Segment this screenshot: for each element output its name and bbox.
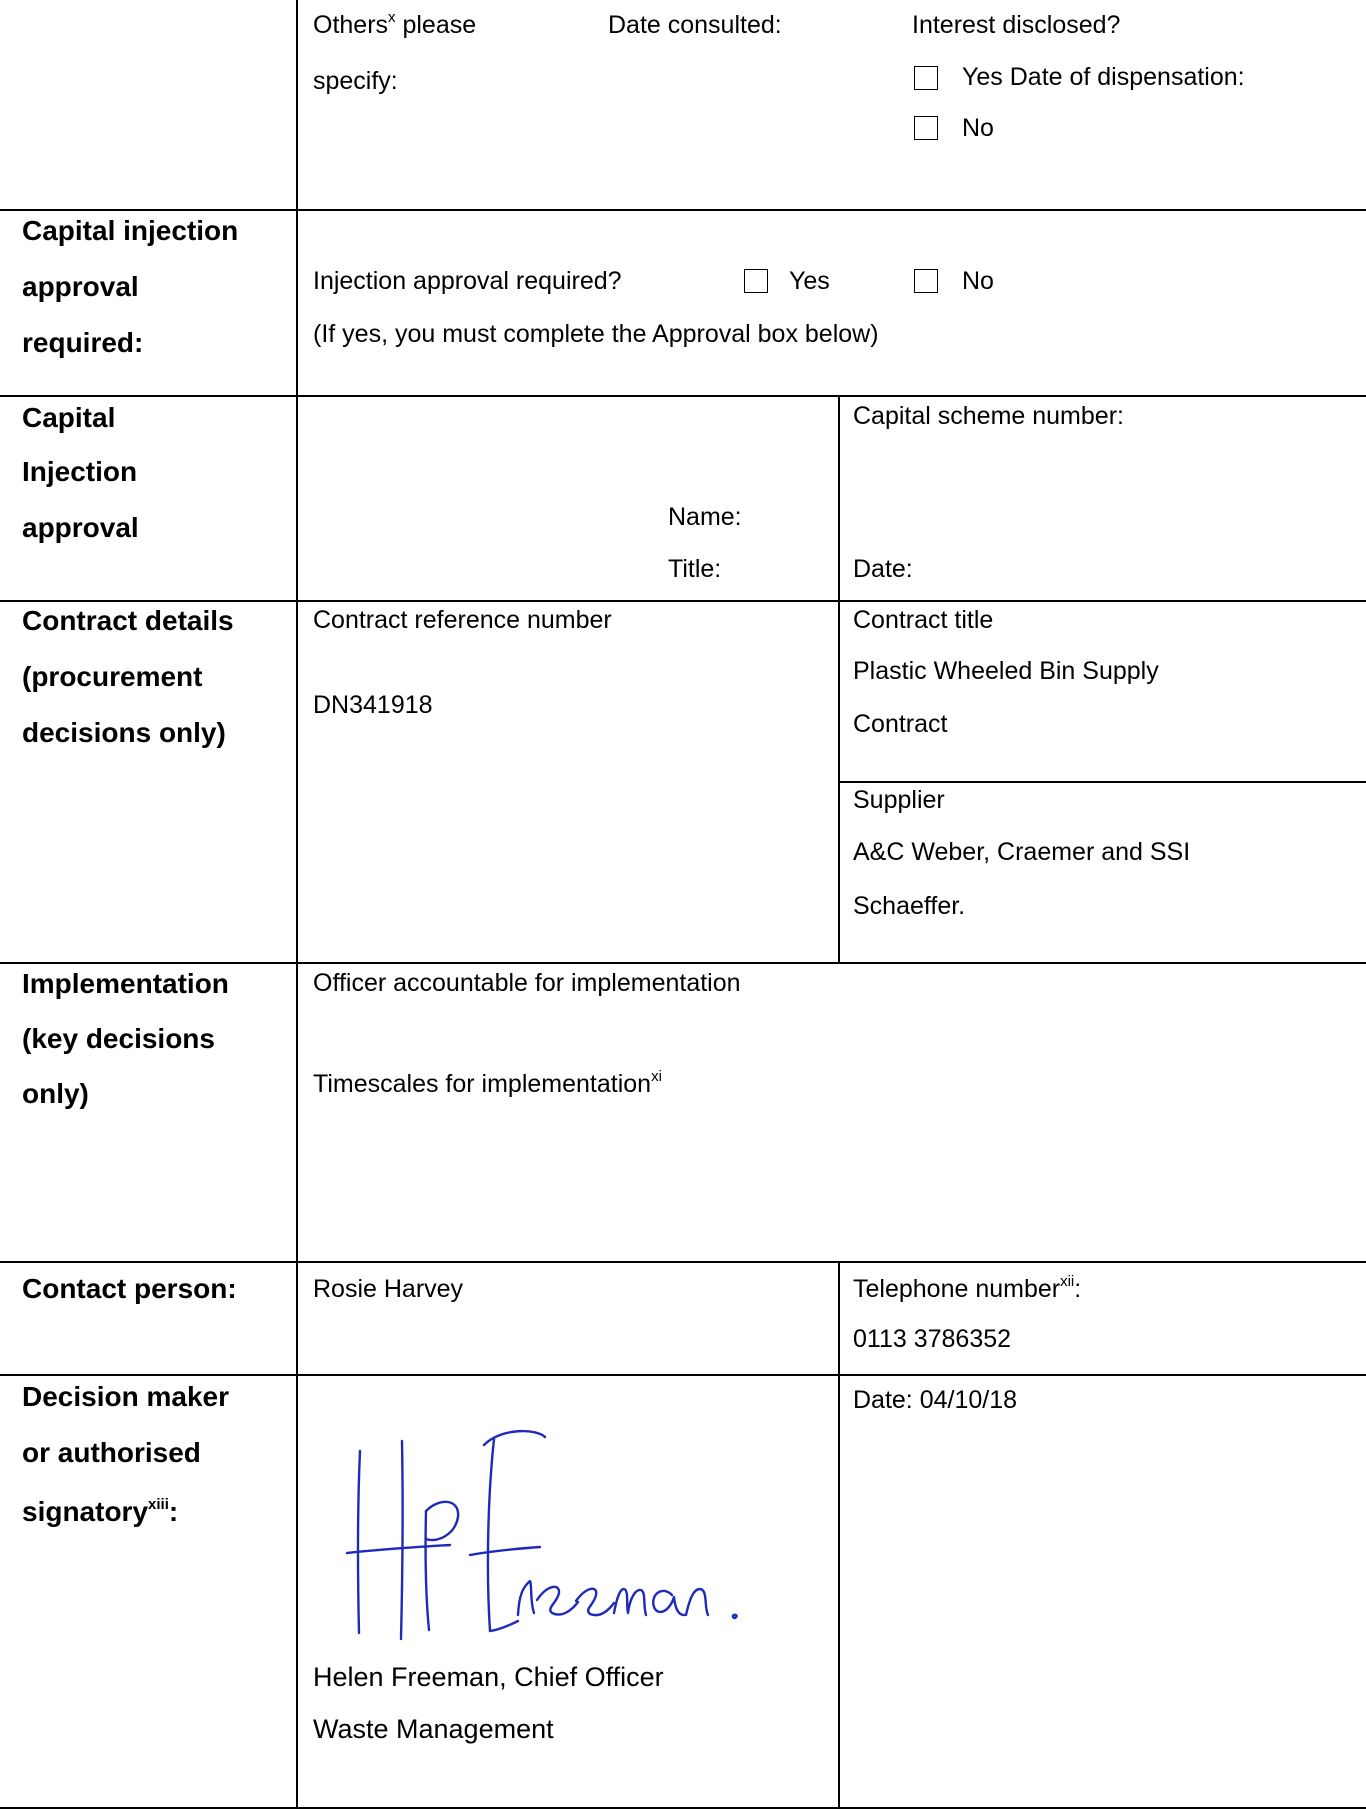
contact-person-name: Rosie Harvey [313,1275,464,1303]
injection-no-label: No [962,267,994,295]
approval-label-3: approval [22,512,139,543]
interest-disclosed-label: Interest disclosed? [912,11,1121,39]
supplier-value-2: Schaeffer. [853,892,966,920]
rule-col1 [296,0,298,1809]
decision-maker-label-2: or authorised [22,1437,201,1468]
approval-date-label: Date: [853,555,913,583]
rule-row2-bottom [0,395,1366,397]
yes-dispensation-label: Yes Date of dispensation: [962,63,1245,91]
injection-required-label-2: approval [22,271,139,302]
injection-question: Injection approval required? [313,267,622,295]
rule-row3-bottom [0,600,1366,602]
others-label-line2: specify: [313,67,398,95]
rule-contract-split [838,781,1366,783]
approval-name-label: Name: [668,503,742,531]
contract-title-value-2: Contract [853,710,948,738]
yes-dispensation-checkbox[interactable] [914,66,938,90]
rule-row1-bottom [0,209,1366,211]
timescales-label: Timescales for implementation$^{xi}$ [313,1067,662,1098]
rule-row6-bottom [0,1374,1366,1376]
injection-required-label-3: required: [22,327,144,358]
decision-date: Date: 04/10/18 [853,1386,1018,1414]
telephone-label: Telephone number$^{xii}$: [853,1272,1082,1303]
capital-scheme-number-label: Capital scheme number: [853,402,1124,430]
decision-maker-label-1: Decision maker [22,1381,229,1412]
contract-label-3: decisions only) [22,717,226,748]
injection-no-checkbox[interactable] [914,269,938,293]
implementation-label-2: (key decisions [22,1023,215,1054]
supplier-value-1: A&C Weber, Craemer and SSI [853,838,1191,866]
contract-ref-label: Contract reference number [313,606,612,634]
interest-no-checkbox[interactable] [914,116,938,140]
approval-title-label: Title: [668,555,722,583]
rule-col2-b [838,1261,840,1809]
rule-row5-bottom [0,1261,1366,1263]
signer-name-line-2: Waste Management [313,1714,554,1744]
date-consulted-label: Date consulted: [608,11,782,39]
contract-title-value-1: Plastic Wheeled Bin Supply [853,657,1159,685]
interest-no-label: No [962,114,994,142]
approval-label-2: Injection [22,456,138,487]
approval-label-1: Capital [22,402,116,433]
injection-note: (If yes, you must complete the Approval box below) [313,320,879,348]
implementation-label-1: Implementation [22,968,229,999]
contact-person-label: Contact person: [22,1273,237,1304]
injection-required-label-1: Capital injection [22,215,239,246]
others-label: Others$^x$ please [313,8,477,39]
contract-label-1: Contract details [22,605,234,636]
contract-label-2: (procurement [22,661,203,692]
signer-name-line-1: Helen Freeman, Chief Officer [313,1662,664,1692]
contract-ref-value: DN341918 [313,691,433,719]
implementation-label-3: only) [22,1078,89,1109]
rule-row4-bottom [0,962,1366,964]
handwritten-signature [342,1425,772,1655]
contract-title-label: Contract title [853,606,994,634]
supplier-label: Supplier [853,786,945,814]
officer-accountable-label: Officer accountable for implementation [313,969,741,997]
injection-yes-label: Yes [789,267,830,295]
rule-col2-a [838,395,840,962]
injection-yes-checkbox[interactable] [744,269,768,293]
decision-maker-label-3: signatory$^{xiii}$: [22,1495,179,1527]
telephone-value: 0113 3786352 [853,1325,1012,1353]
